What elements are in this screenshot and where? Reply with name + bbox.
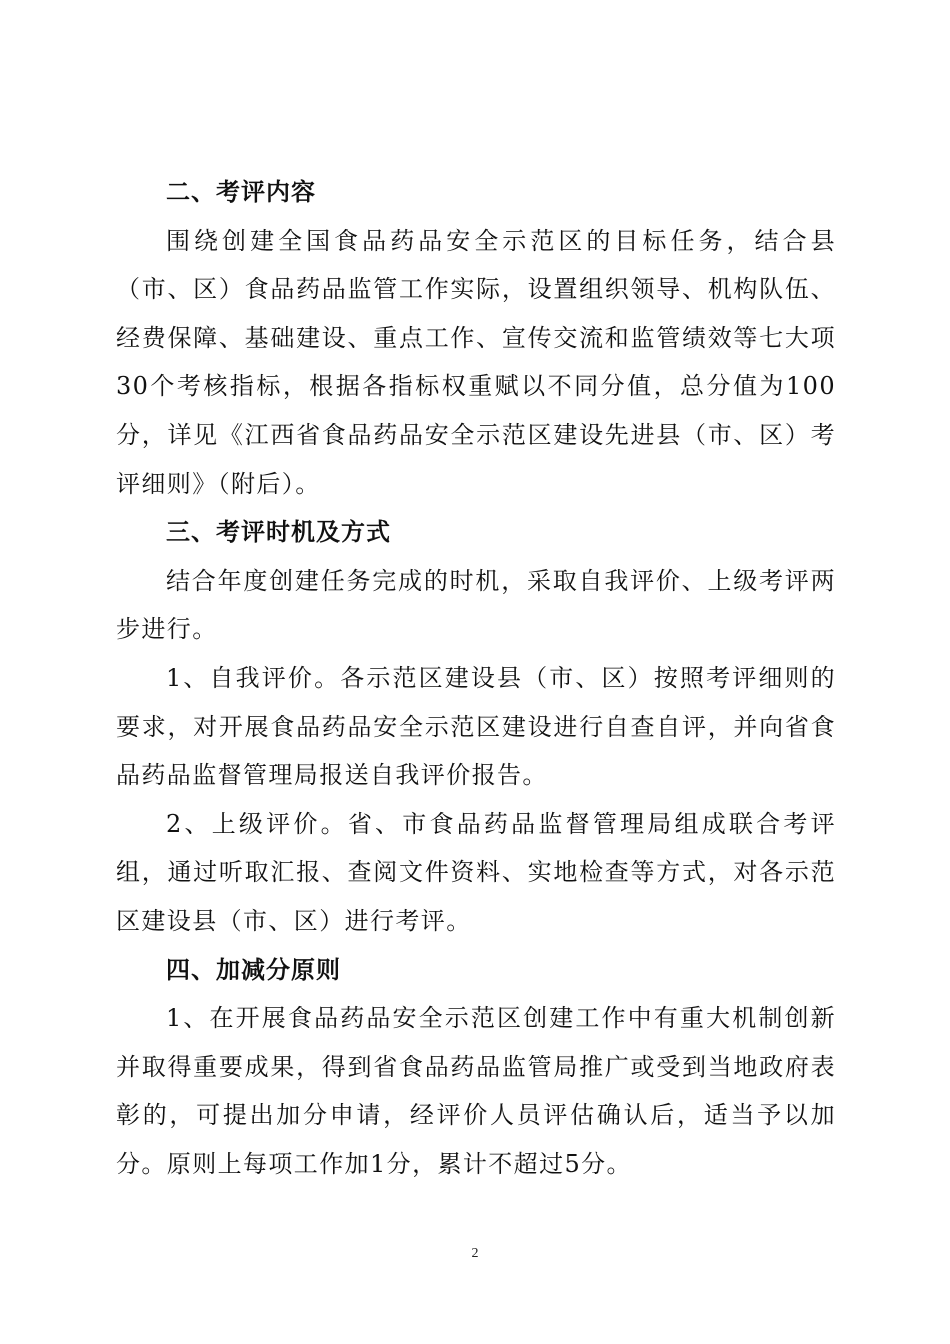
section-heading-bonus-principles: 四、加减分原则 xyxy=(166,955,341,984)
paragraph-timing-intro: 结合年度创建任务完成的时机，采取自我评价、上级考评两步进行。 xyxy=(116,566,836,644)
document-body xyxy=(116,168,836,1188)
section-heading-evaluation-content: 二、考评内容 xyxy=(166,178,316,206)
section-heading-timing-and-method: 三、考评时机及方式 xyxy=(166,518,391,547)
paragraph-superior-evaluation: 2、上级评价。省、市食品药品监督管理局组成联合考评组，通过听取汇报、查阅文件资料、实地检查等方式，对各示范区建设县（市、区）进行考评。 xyxy=(116,809,836,935)
paragraph-self-evaluation: 1、自我评价。各示范区建设县（市、区）按照考评细则的要求，对开展食品药品安全示范区建设进行自查自评，并向省食品药品监督管理局报送自我评价报告。 xyxy=(116,663,836,790)
paragraph-bonus-rule: 1、在开展食品药品安全示范区创建工作中有重大机制创新并取得重要成果，得到省食品药品监管局推广或受到当地政府表彰的，可提出加分申请，经评价人员评估确认后，适当予以加分。原则上每项工作加1分，累计不超过5分。 xyxy=(116,1004,836,1178)
page-number: 2 xyxy=(471,1246,479,1261)
paragraph-evaluation-content: 围绕创建全国食品药品安全示范区的目标任务，结合县（市、区）食品药品监管工作实际，设置组织领导、机构队伍、经费保障、基础建设、重点工作、宣传交流和监管绩效等七大项30个考核指标，根据各指标权重赋以不同分值，总分值为100分，详见《江西省食品药品安全示范区建设先进县（市、区）考评细则》（附后）。 xyxy=(116,226,836,498)
